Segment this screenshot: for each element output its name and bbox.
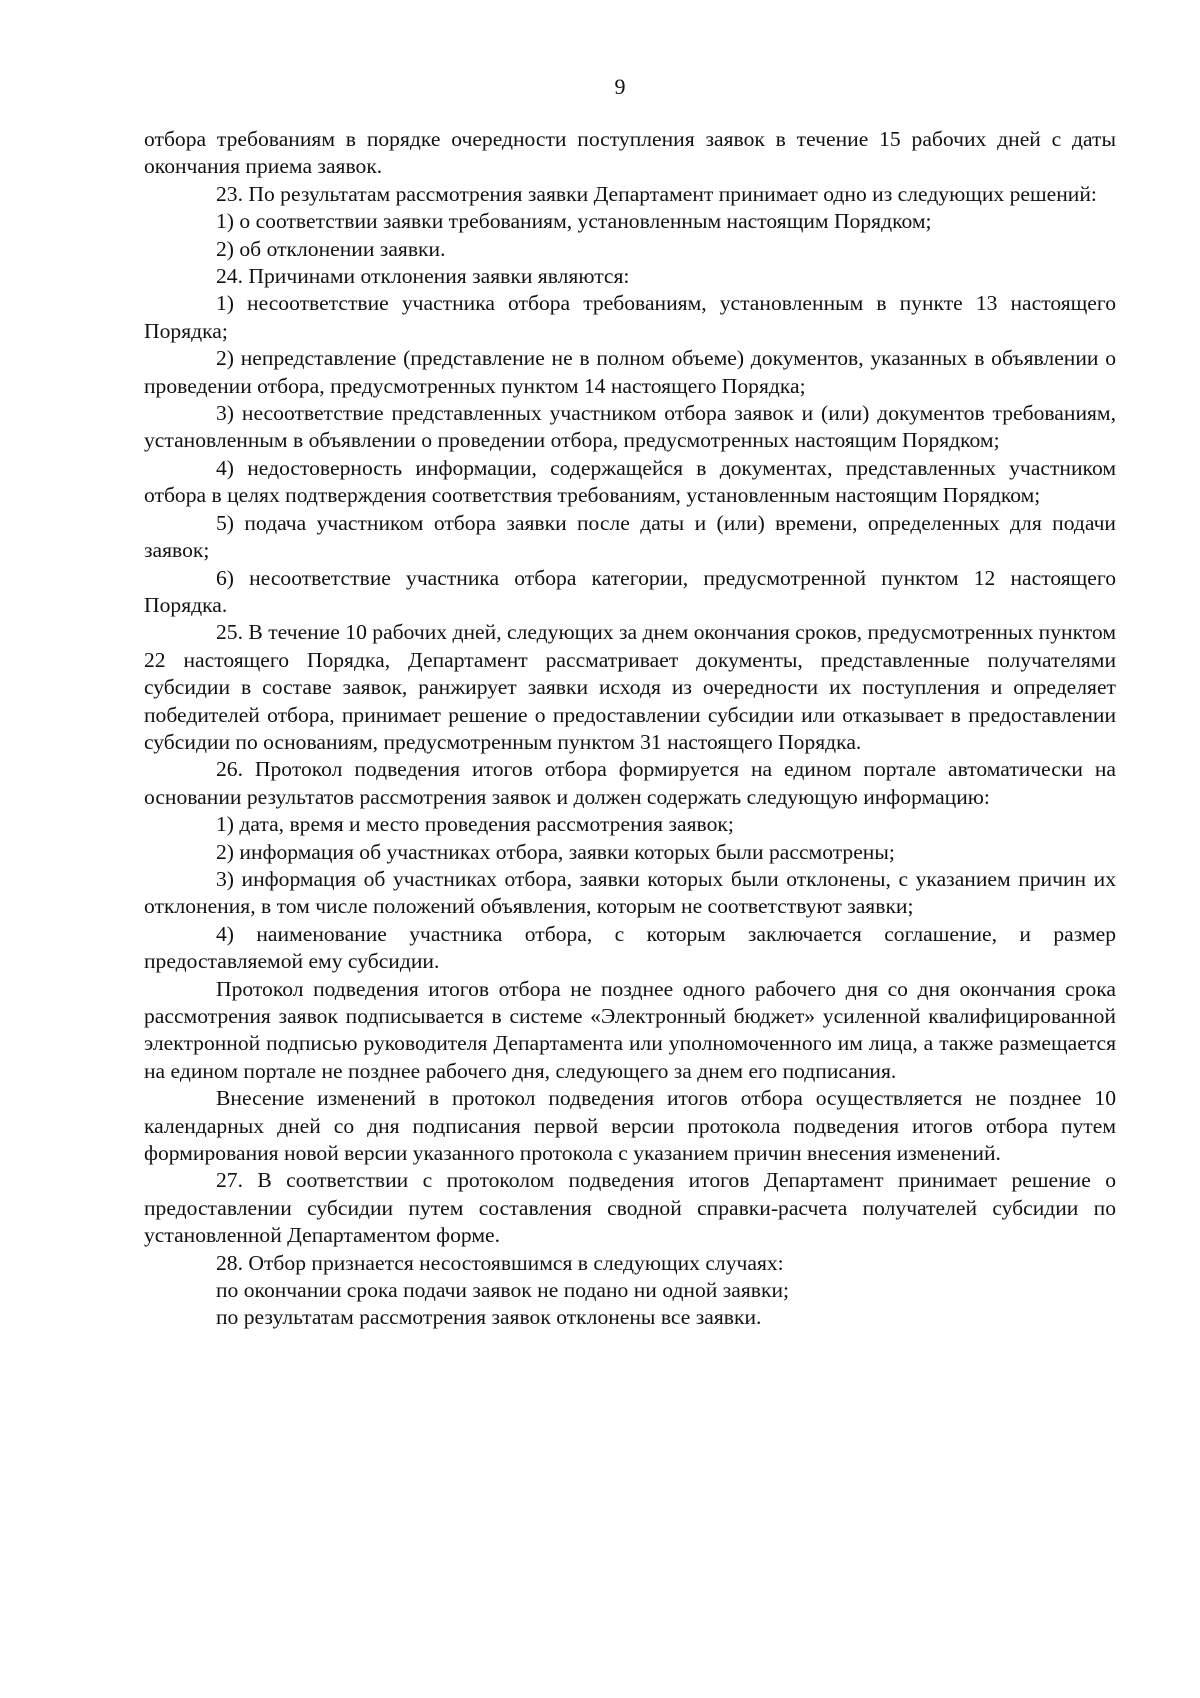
paragraph: 28. Отбор признается несостоявшимся в следующих случаях: <box>216 1250 784 1275</box>
paragraph: 2) информация об участниках отбора, заявки которых были рассмотрены; <box>216 839 895 864</box>
paragraph: Протокол подведения итогов отбора не позднее одного рабочего дня со дня окончания срока рассмотрения заявок подписывается в системе «Электронный бюджет» усиленной квалифицированной электронной подписью руководителя Департамента или уполномоченного им лица, а также размещается на едином портале не позднее рабочего дня, следующего за днем его подписания. <box>144 976 1116 1083</box>
paragraph: 3) информация об участниках отбора, заявки которых были отклонены, с указанием причин их отклонения, в том числе положений объявления, которым не соответствуют заявки; <box>144 866 1116 919</box>
paragraph: 25. В течение 10 рабочих дней, следующих за днем окончания сроков, предусмотренных пунктом 22 настоящего Порядка, Департамент рассматривает документы, представленные получателями субсидии в составе заявок, ранжирует заявки исходя из очередности их поступления и определяет победителей отбора, принимает решение о предоставлении субсидии или отказывает в предоставлении субсидии по основаниям, предусмотренным пунктом 31 настоящего Порядка. <box>144 620 1116 754</box>
paragraph: 1) несоответствие участника отбора требованиям, установленным в пункте 13 настоящего Порядка; <box>144 291 1116 343</box>
paragraph: по окончании срока подачи заявок не подано ни одной заявки; <box>216 1278 790 1303</box>
paragraph: 24. Причинами отклонения заявки являются: <box>216 264 630 289</box>
paragraph: 2) об отклонении заявки. <box>216 236 446 261</box>
paragraph: 4) наименование участника отбора, с которым заключается соглашение, и размер предоставляемой ему субсидии. <box>144 921 1116 974</box>
paragraph: 3) несоответствие представленных участником отбора заявок и (или) документов требованиям, установленным в объявлении о проведении отбора, предусмотренных настоящим Порядком; <box>144 401 1116 453</box>
document-body <box>144 126 1116 1332</box>
paragraph: 5) подача участником отбора заявки после даты и (или) времени, определенных для подачи заявок; <box>144 510 1116 563</box>
paragraph: 27. В соответствии с протоколом подведения итогов Департамент принимает решение о предоставлении субсидии путем составления сводной справки-расчета получателей субсидии по установленной Департаментом форме. <box>144 1168 1116 1248</box>
paragraph: 1) дата, время и место проведения рассмотрения заявок; <box>216 812 734 837</box>
paragraph: 1) о соответствии заявки требованиям, установленным настоящим Порядком; <box>216 209 932 234</box>
page-number: 9 <box>614 74 626 99</box>
paragraph: 6) несоответствие участника отбора категории, предусмотренной пунктом 12 настоящего Порядка. <box>144 565 1116 617</box>
paragraph: Внесение изменений в протокол подведения итогов отбора осуществляется не позднее 10 календарных дней со дня подписания первой версии протокола подведения итогов отбора путем формирования новой версии указанного протокола с указанием причин внесения изменений. <box>144 1086 1116 1166</box>
paragraph: 26. Протокол подведения итогов отбора формируется на едином портале автоматически на основании результатов рассмотрения заявок и должен содержать следующую информацию: <box>144 757 1116 809</box>
paragraph: по результатам рассмотрения заявок отклонены все заявки. <box>216 1305 762 1330</box>
paragraph: 2) непредставление (представление не в полном объеме) документов, указанных в объявлении о проведении отбора, предусмотренных пунктом 14 настоящего Порядка; <box>144 346 1116 398</box>
paragraph: отбора требованиям в порядке очередности поступления заявок в течение 15 рабочих дней с даты окончания приема заявок. <box>144 127 1116 179</box>
paragraph: 23. По результатам рассмотрения заявки Департамент принимает одно из следующих решений: <box>216 181 1097 206</box>
paragraph: 4) недостоверность информации, содержащейся в документах, представленных участником отбора в целях подтверждения соответствия требованиям, установленным настоящим Порядком; <box>144 455 1116 508</box>
